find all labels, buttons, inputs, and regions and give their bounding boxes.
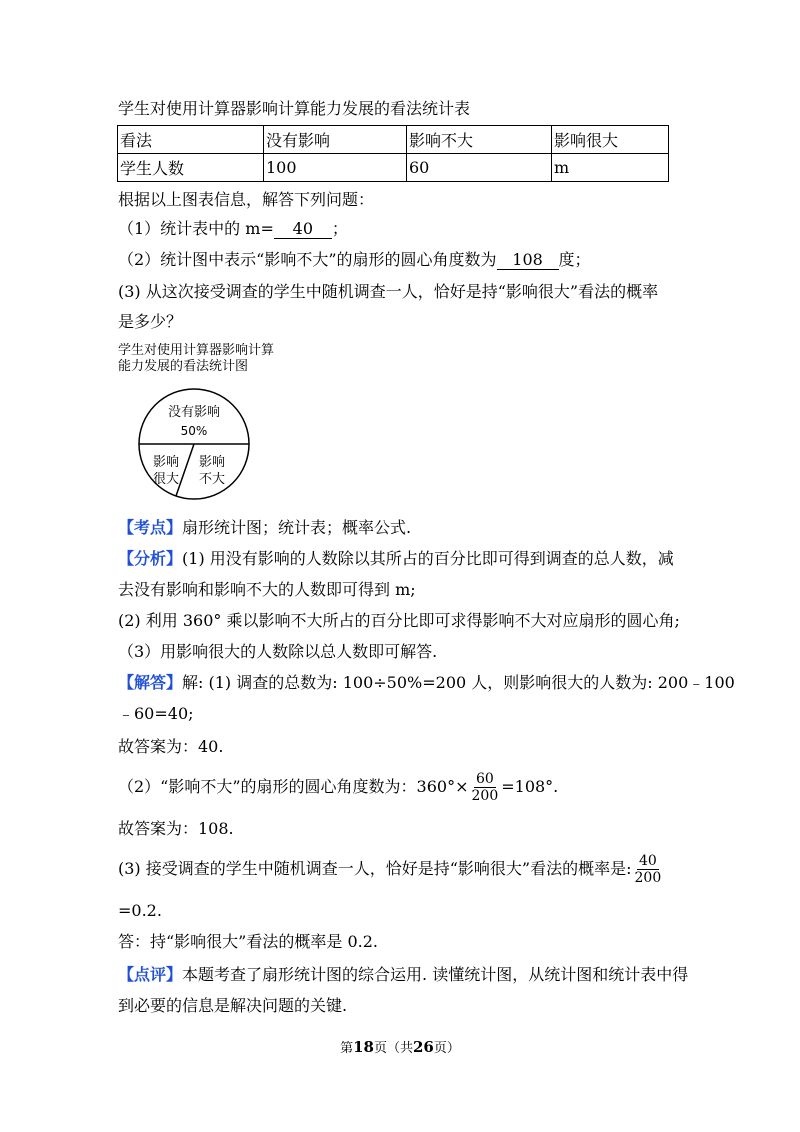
pie-label-little: 影响 (198, 455, 226, 470)
dianping-line2: 到必要的信息是解决问题的关键. (118, 996, 348, 1015)
table-row (118, 154, 669, 182)
table-cell: 60 (407, 154, 552, 182)
answer-blank: 108 (497, 251, 559, 270)
pie-slice-divider (176, 444, 194, 496)
pie-title-line2: 能力发展的看法统计图 (118, 359, 249, 374)
pie-label-no-effect-percent: 50% (180, 424, 208, 438)
dianping-tag: 【点评】 (118, 965, 183, 984)
table-cell: 影响很大 (552, 126, 669, 154)
table-header-row (118, 126, 669, 154)
pie-label-little: 不大 (198, 472, 226, 487)
table-title: 学生对使用计算器影响计算能力发展的看法统计表 (118, 99, 471, 118)
question-3-line2: 是多少？ (118, 312, 183, 331)
pie-label-much: 影响 (152, 455, 180, 470)
jieda-line8: 答：持“影响很大”看法的概率是 0.2. (118, 932, 378, 951)
fraction: $\frac{60}{200}$ (471, 771, 499, 804)
table-cell: 100 (264, 154, 407, 182)
question-3-line1: (3) 从这次接受调查的学生中随机调查一人，恰好是持“影响很大”看法的概率 (118, 282, 659, 301)
jieda-line4: （2）“影响不大”的扇形的圆心角度数为：360°× $\frac{60}{200}$ =108°. (118, 771, 559, 804)
page-footer: 第18页（共26页） (340, 1038, 460, 1056)
jieda-line1: 【解答】解: (1) 调查的总数为: 100÷50%=200 人，则影响很大的人数为: 200﹣100 (118, 673, 735, 692)
fenxi-tag: 【分析】 (118, 549, 183, 568)
jieda-line5: 故答案为：108. (118, 819, 234, 838)
kaodian-line: 【考点】扇形统计图；统计表；概率公式. (118, 518, 412, 537)
fenxi-line4: （3）用影响很大的人数除以总人数即可解答. (118, 642, 438, 661)
question-2: （2）统计图中表示“影响不大”的扇形的圆心角度数为 108 度； (118, 250, 591, 269)
fenxi-line1: 【分析】(1) 用没有影响的人数除以其所占的百分比即可得到调查的总人数，减 (118, 549, 674, 568)
pie-chart (130, 385, 260, 505)
table-cell: 学生人数 (118, 154, 264, 182)
question-1: （1）统计表中的 m= 40 ； (118, 219, 348, 238)
jieda-line7: =0.2. (118, 901, 162, 920)
fraction: $\frac{40}{200}$ (634, 853, 662, 886)
table-cell: 影响不大 (407, 126, 552, 154)
dianping-line1: 【点评】本题考查了扇形统计图的综合运用. 读懂统计图，从统计图和统计表中得 (118, 965, 689, 984)
pie-label-no-effect: 没有影响 (167, 405, 221, 420)
page-number: 18 (353, 1038, 374, 1056)
answer-blank: 40 (274, 220, 332, 239)
statistics-table (117, 125, 669, 182)
table-cell: 看法 (118, 126, 264, 154)
kaodian-tag: 【考点】 (118, 518, 183, 537)
jieda-tag: 【解答】 (118, 673, 183, 692)
pie-title-line1: 学生对使用计算器影响计算 (118, 343, 275, 358)
jieda-line2: ﹣60=40; (118, 704, 194, 723)
jieda-line3: 故答案为：40. (118, 737, 224, 756)
table-cell: 没有影响 (264, 126, 407, 154)
intro-text: 根据以上图表信息，解答下列问题： (118, 190, 375, 209)
page-total: 26 (413, 1038, 434, 1056)
fenxi-line2: 去没有影响和影响不大的人数即可得到 m; (118, 580, 416, 599)
fenxi-line3: (2) 利用 360° 乘以影响不大所占的百分比即可求得影响不大对应扇形的圆心角; (118, 611, 680, 630)
jieda-line6: (3) 接受调查的学生中随机调查一人，恰好是持“影响很大”看法的概率是: $\frac{40}{200}$ (118, 853, 662, 886)
pie-label-much: 很大 (152, 472, 180, 487)
table-cell: m (552, 154, 669, 182)
